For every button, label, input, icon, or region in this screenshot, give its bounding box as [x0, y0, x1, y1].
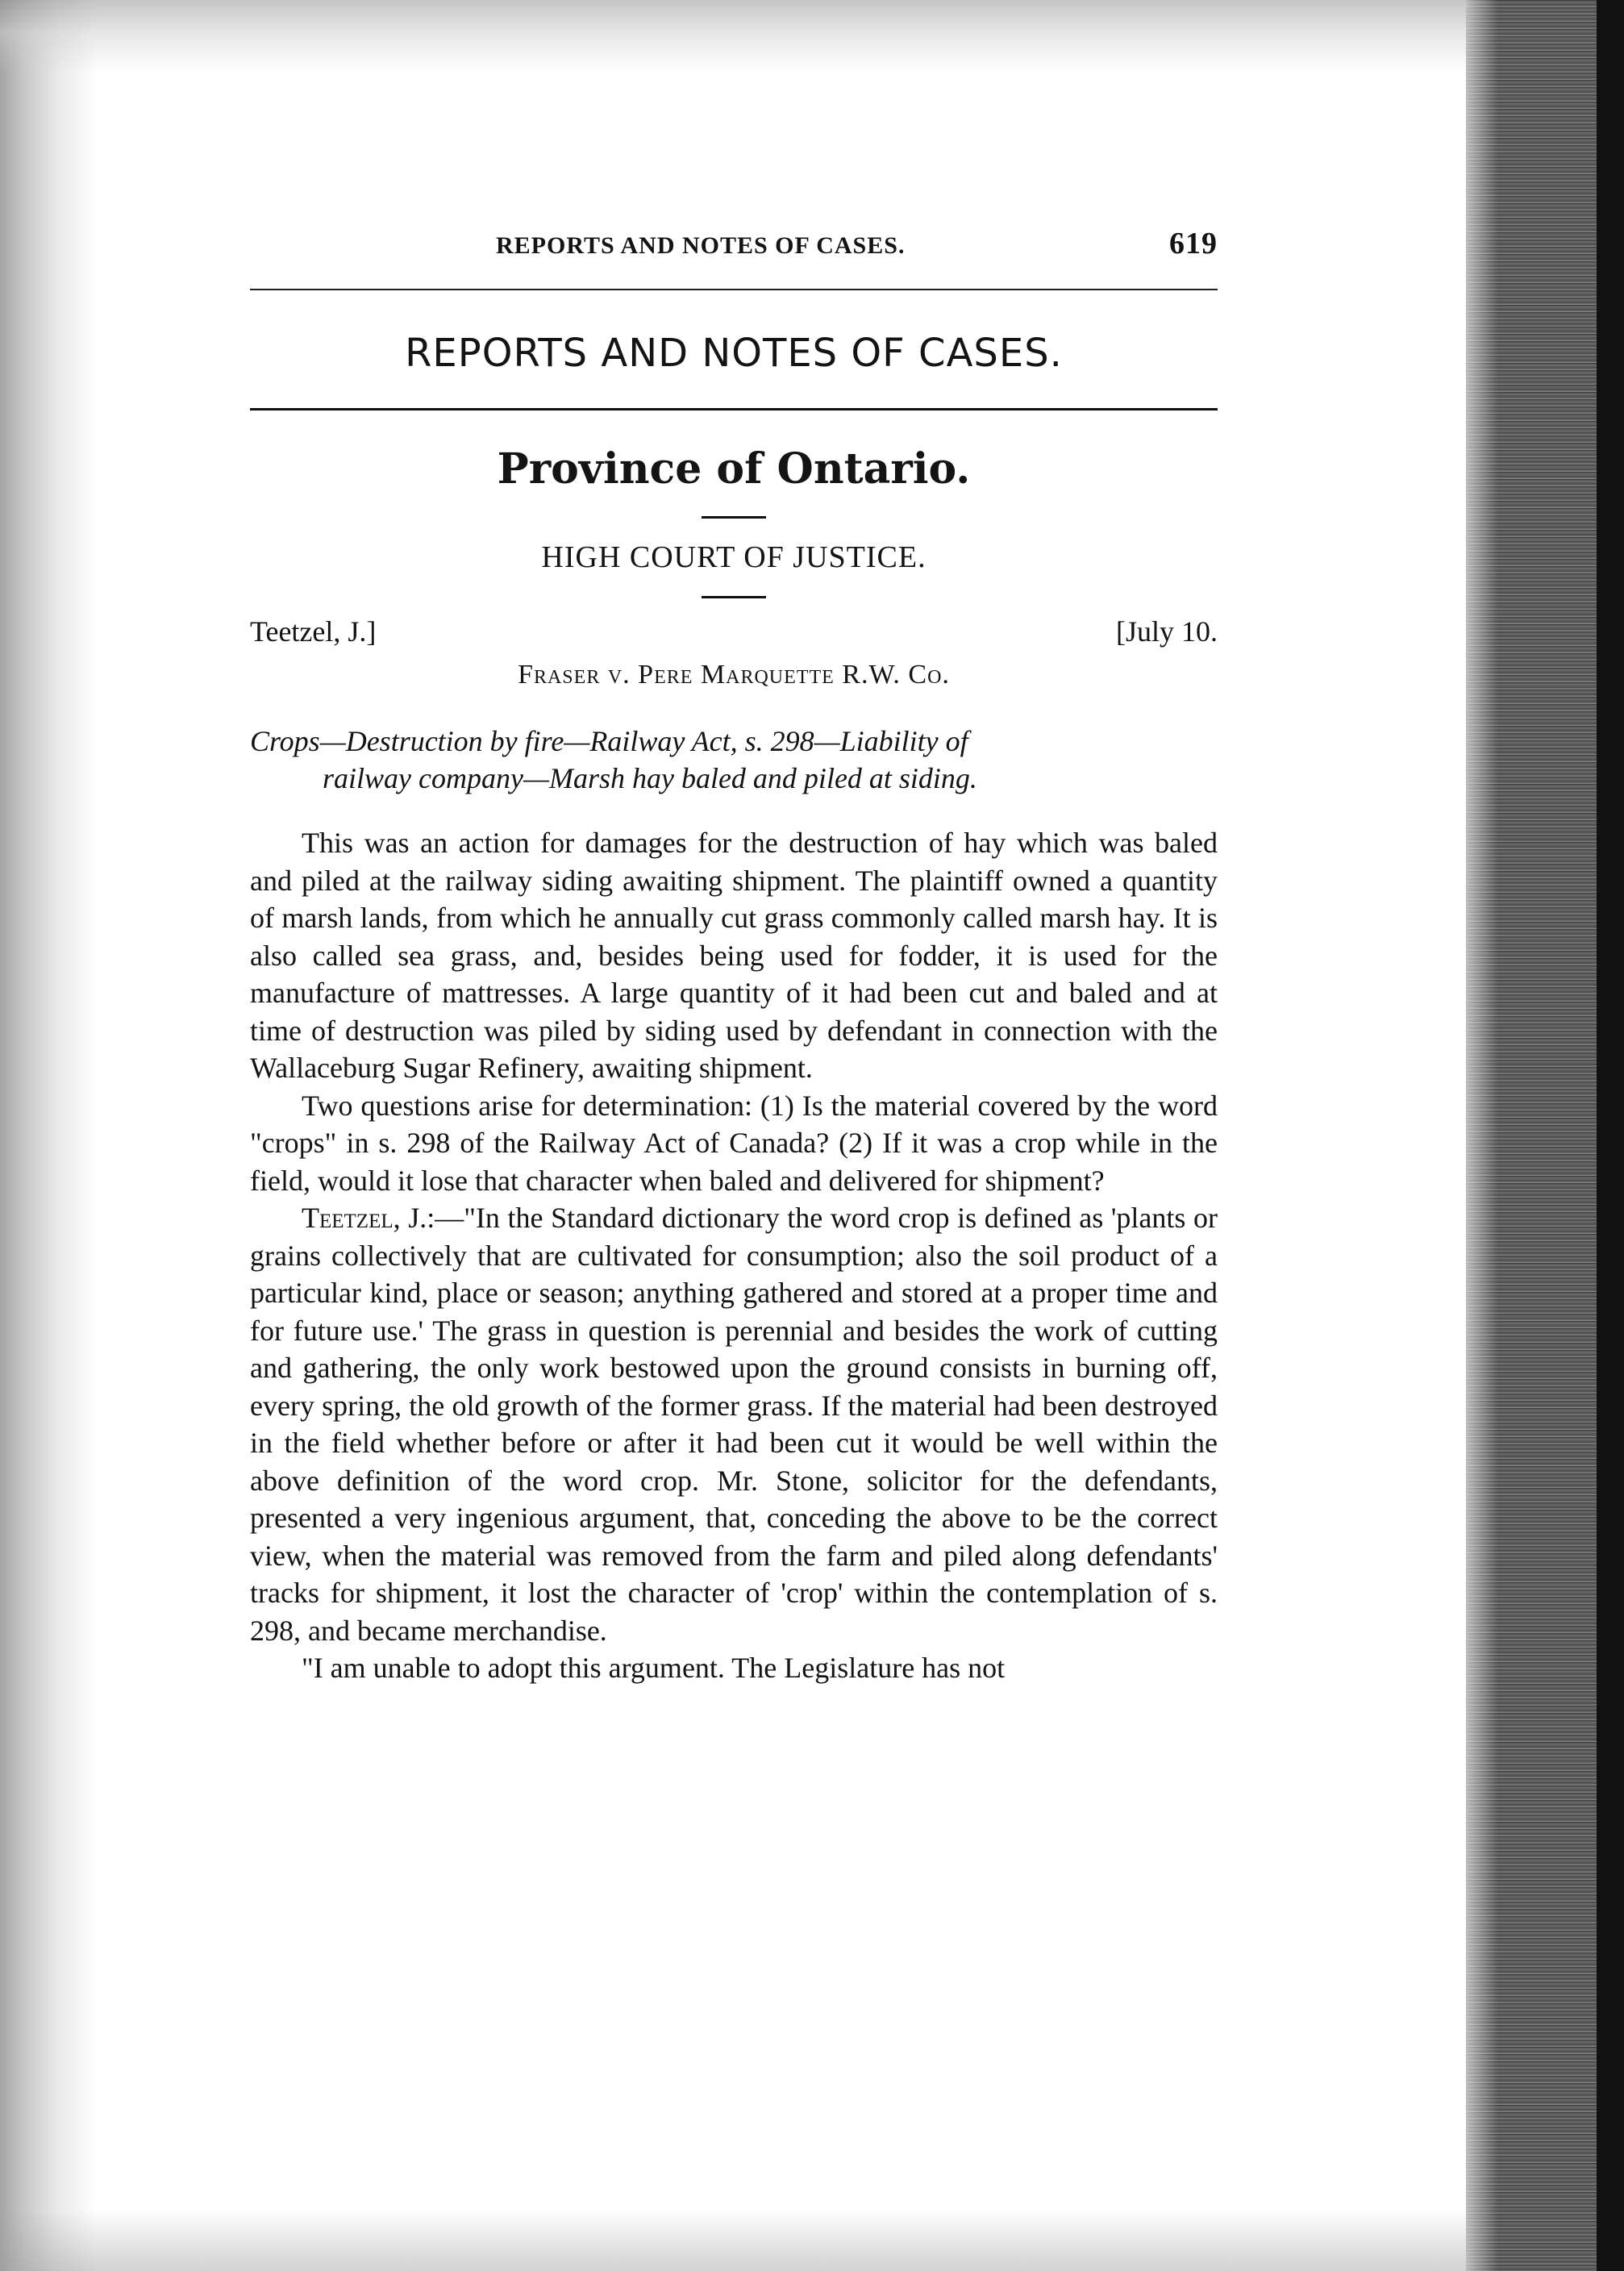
paragraph-3-judge: Teetzel, J. — [302, 1202, 427, 1234]
headnote-line-1: Crops—Destruction by fire—Railway Act, s. 298—Liability of — [250, 725, 968, 757]
scan-edge-bottom — [0, 2210, 1624, 2271]
page — [250, 218, 1218, 1687]
scan-edge-top — [0, 0, 1624, 73]
running-head — [250, 218, 1218, 266]
headnote — [250, 723, 1218, 797]
judge-date-line — [250, 615, 1218, 655]
court-heading: HIGH COURT OF JUSTICE. — [541, 540, 927, 574]
headnote-line-2: railway company—Marsh hay baled and piled at siding. — [323, 762, 977, 794]
page-number: 619 — [1169, 227, 1218, 260]
paragraph-2: Two questions arise for determination: (1) Is the material covered by the word "crops" in s. 298 of the Railway Act of Canada? (2) If it was a crop while in the field, would it lose that character when baled and delivered for shipment? — [250, 1089, 1218, 1197]
case-name: Fraser v. Pere Marquette R.W. Co. — [518, 660, 950, 690]
paragraph-4: "I am unable to adopt this argument. The Legislature has not — [302, 1652, 1006, 1684]
scan-edge-right-dark — [1597, 0, 1624, 2271]
case-date: [July 10. — [1116, 615, 1218, 648]
section-title: REPORTS AND NOTES OF CASES. — [405, 331, 1063, 376]
short-rule-2 — [702, 596, 766, 598]
rule-section — [250, 408, 1218, 410]
running-head-title: REPORTS AND NOTES OF CASES. — [496, 232, 906, 259]
paragraph-1: This was an action for damages for the destruction of hay which was baled and piled at the railway siding awaiting shipment. The plaintiff owned a quantity of marsh lands, from which he annually cut grass commonly called marsh hay. It is also called sea grass, and, besides being used for fodder, it is used for the manufacture of mattresses. A large quantity of it had been cut and baled and at time of destruction was piled by siding used by defendant in connection with the Wallaceburg Sugar Refinery, awaiting shipment. — [250, 827, 1218, 1084]
scan-edge-left — [0, 0, 97, 2271]
body-text — [250, 824, 1218, 1687]
rule-top — [250, 289, 1218, 290]
province-heading: Province of Ontario. — [497, 444, 971, 494]
paragraph-3-text: :—"In the Standard dictionary the word crop is defined as 'plants or grains collectively that are cultivated for consumption; also the soil product of a particular kind, place or season; anything gathered and stored at a proper time and for future use.' The grass in question is perennial and besides the work of cutting and gathering, the only work bestowed upon the ground consists in burning off, every spring, the old growth of the former grass. If the material had been destroyed in the field whether before or after it had been cut it would be well within the above definition of the word crop. Mr. Stone, solicitor for the defendants, presented a very ingenious argument, that, conceding the above to be the correct view, when the material was removed from the farm and piled along defendants' tracks for shipment, it lost the character of 'crop' within the contemplation of s. 298, and became merchandise. — [250, 1202, 1218, 1647]
judge-name: Teetzel, J.] — [250, 615, 377, 648]
paragraph-3 — [250, 1199, 1218, 1649]
short-rule-1 — [702, 516, 766, 519]
